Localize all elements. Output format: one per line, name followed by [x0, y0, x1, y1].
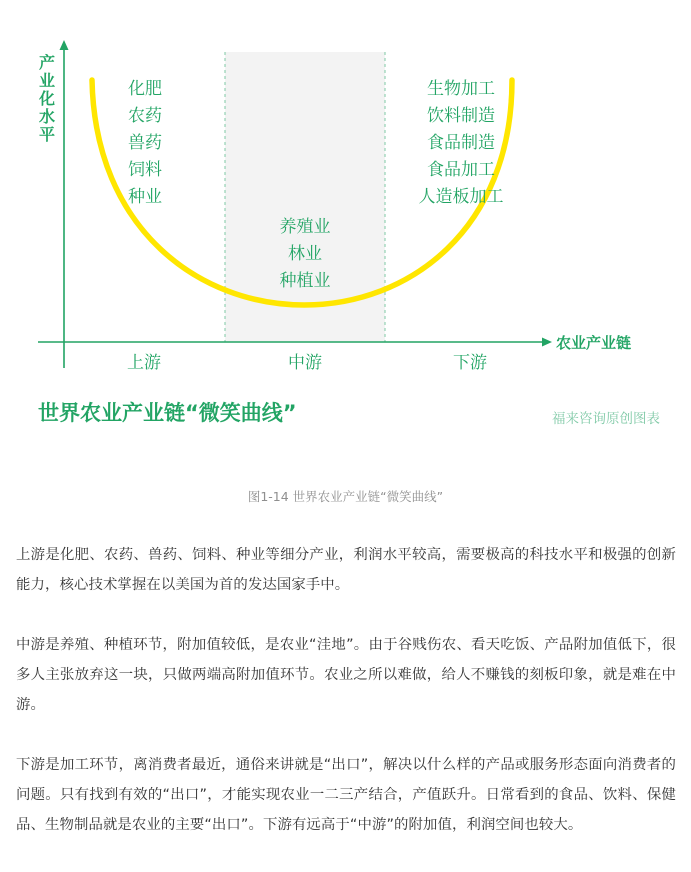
upstream-item: 饲料 [128, 160, 162, 180]
downstream-item: 食品制造 [427, 133, 495, 153]
upstream-item: 种业 [128, 187, 162, 207]
segment-label-upstream: 上游 [127, 353, 161, 373]
paragraph-upstream: 上游是化肥、农药、兽药、饲料、种业等细分产业，利润水平较高，需要极高的科技水平和极强的创新能力，核心技术掌握在以美国为首的发达国家手中。 [16, 547, 676, 593]
x-axis-label: 农业产业链 [556, 334, 632, 352]
midstream-item: 种植业 [279, 271, 331, 291]
y-axis-label-char: 化 [38, 89, 56, 108]
upstream-item: 兽药 [128, 133, 162, 153]
upstream-item: 化肥 [128, 79, 162, 99]
midstream-item: 林业 [288, 244, 322, 264]
downstream-item: 饮料制造 [427, 106, 495, 126]
downstream-item: 食品加工 [427, 160, 495, 180]
x-axis-arrow [542, 338, 552, 347]
y-axis-label-char: 平 [38, 125, 56, 144]
paragraph-downstream: 下游是加工环节，离消费者最近，通俗来讲就是“出口”，解决以什么样的产品或服务形态面向消费者的问题。只有找到有效的“出口”，才能实现农业一二三产结合，产值跃升。日常看到的食品、饮料、保健品、生物制品就是农业的主要“出口”。下游有远高于“中游”的附加值，利润空间也较大。 [16, 757, 676, 833]
y-axis-label-char: 业 [38, 71, 56, 90]
figure-title: 世界农业产业链“微笑曲线” [38, 401, 297, 425]
y-axis-arrow [60, 40, 69, 50]
article-body [16, 540, 676, 870]
midstream-item: 养殖业 [279, 217, 331, 237]
y-axis-label-char: 产 [38, 53, 56, 72]
segment-label-downstream: 下游 [453, 353, 487, 373]
figure-caption: 图1-14 世界农业产业链“微笑曲线” [247, 489, 444, 504]
segment-label-midstream: 中游 [288, 353, 322, 373]
downstream-item: 生物加工 [427, 79, 495, 99]
figure-credit: 福来咨询原创图表 [552, 411, 660, 427]
y-axis-label-char: 水 [38, 107, 56, 126]
paragraph-midstream: 中游是养殖、种植环节，附加值较低，是农业“洼地”。由于谷贱伤农、看天吃饭、产品附加值低下，很多人主张放弃这一块，只做两端高附加值环节。农业之所以难做，给人不赚钱的刻板印象，就是难在中游。 [16, 637, 676, 713]
downstream-item: 人造板加工 [418, 187, 504, 207]
upstream-item: 农药 [128, 106, 162, 126]
